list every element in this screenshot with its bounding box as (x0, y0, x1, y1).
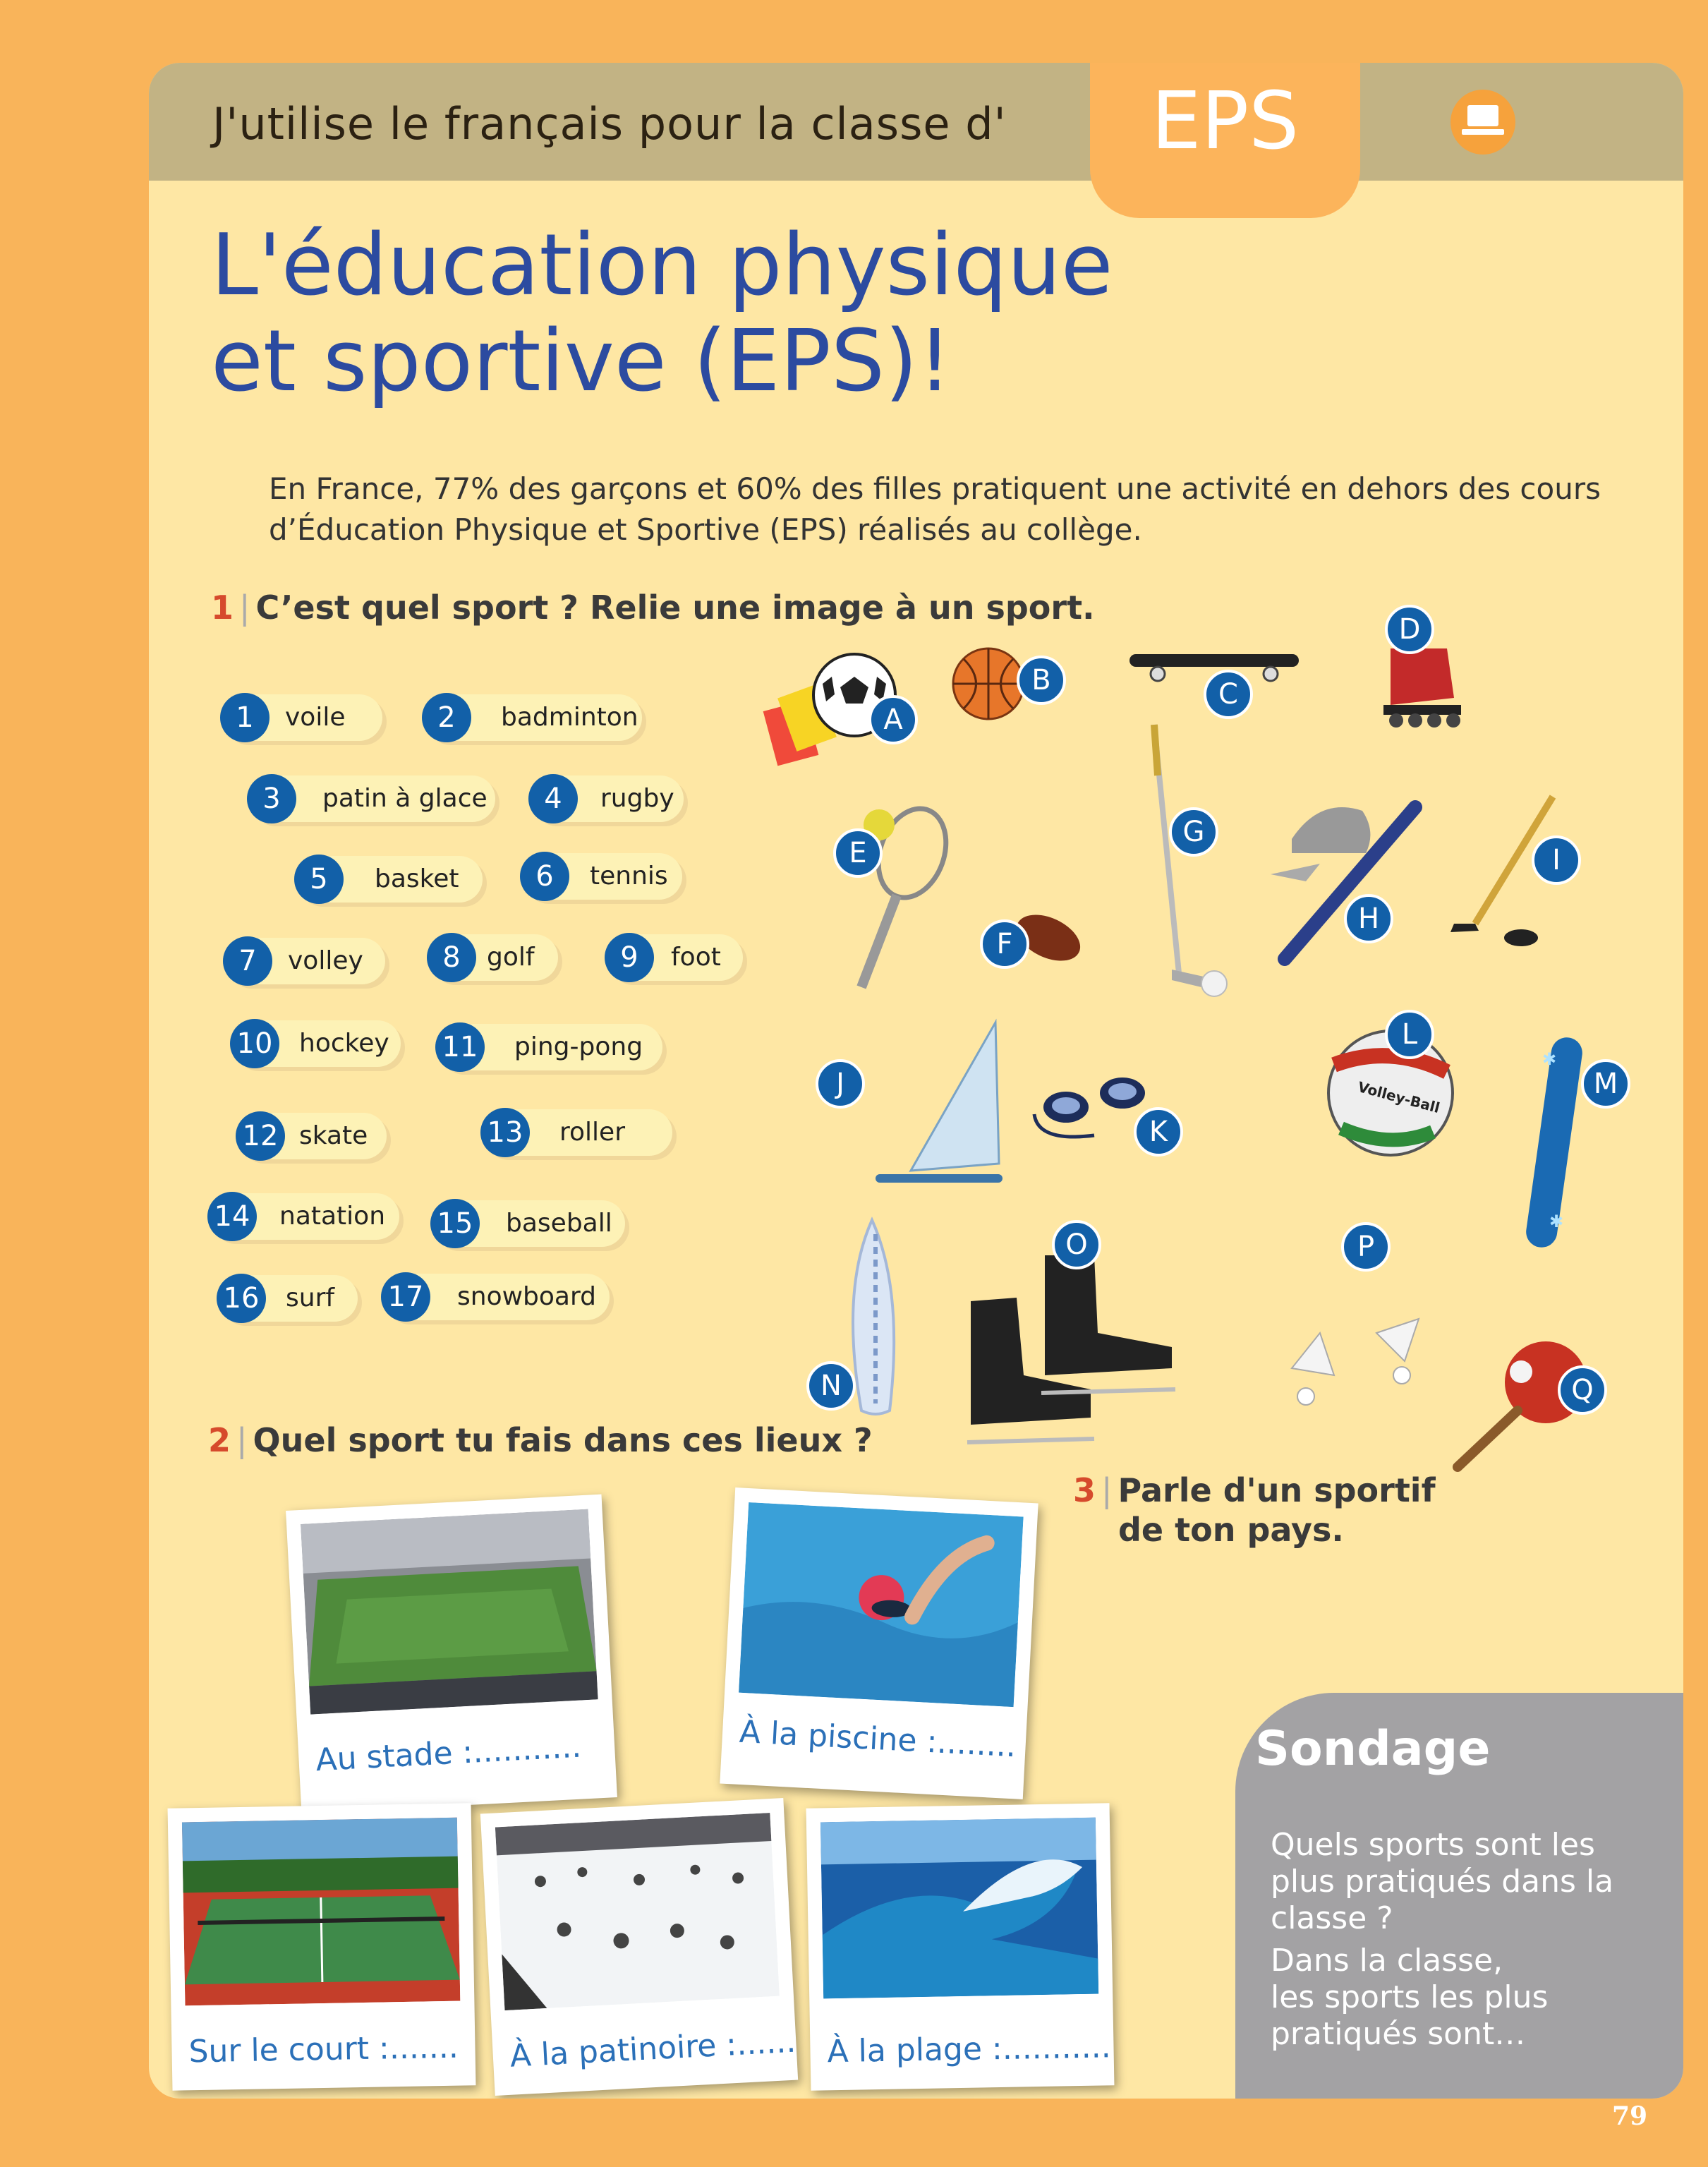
sondage-answer-3: pratiqués sont… (1271, 2016, 1526, 2052)
intro-line-2: d’Éducation Physique et Sportive (EPS) réalisés au collège. (269, 512, 1142, 547)
sport-label: tennis (590, 862, 668, 891)
place-caption: À la patinoire :...... (509, 2023, 797, 2075)
page-number: 79 (1612, 2101, 1648, 2131)
sport-number: 4 (528, 774, 578, 823)
sport-label: rugby (600, 784, 674, 813)
basketball-icon (953, 648, 1024, 719)
sport-number: 15 (430, 1199, 480, 1248)
item-letter[interactable]: M (1581, 1059, 1630, 1109)
item-letter[interactable]: A (868, 695, 918, 744)
photo-court (168, 1803, 476, 2090)
sondage-title: Sondage (1255, 1721, 1491, 1777)
question-3: 3 | Parle d'un sportif de ton pays. (1073, 1471, 1436, 1549)
sondage-answer-1: Dans la classe, (1271, 1943, 1503, 1979)
sport-label: baseball (506, 1209, 612, 1238)
intro-line-1: En France, 77% des garçons et 60% des filles pratiquent une activité en dehors des cours (269, 471, 1601, 506)
tennis-racket-icon (861, 799, 958, 987)
sport-number: 7 (223, 936, 272, 986)
sport-label: patin à glace (322, 784, 487, 813)
header-prefix: J'utilise le français pour la classe d' (212, 98, 1007, 150)
sport-number: 8 (427, 933, 476, 982)
sport-label: ping-pong (514, 1032, 643, 1061)
sport-number: 13 (480, 1108, 530, 1157)
snowboard-icon (1524, 1035, 1584, 1249)
windsurf-icon (876, 1022, 1003, 1183)
shuttlecock-icon (1292, 1319, 1419, 1405)
swimmer-image (739, 1502, 1024, 1707)
tennis-court-image (182, 1818, 460, 2006)
sport-label: skate (299, 1121, 368, 1150)
swim-goggles-icon (1034, 1078, 1145, 1137)
sport-number: 5 (294, 855, 344, 904)
sport-label: snowboard (457, 1282, 596, 1311)
sport-number: 3 (247, 774, 296, 823)
question-1-text: C’est quel sport ? Relie une image à un sport. (255, 588, 1095, 627)
item-letter[interactable]: K (1134, 1107, 1183, 1157)
item-letter[interactable]: O (1052, 1220, 1101, 1269)
place-caption: Sur le court :....... (188, 2029, 459, 2070)
golf-club-icon (1154, 725, 1227, 996)
ice-rink-image (495, 1813, 780, 2010)
item-letter[interactable]: Q (1558, 1365, 1607, 1415)
sondage-question: Quels sports sont les plus pratiqués dans la classe ? (1271, 1827, 1614, 1936)
photo-pool (720, 1487, 1038, 1799)
item-letter[interactable]: C (1204, 670, 1253, 719)
volleyball-text: Volley-Ball (1356, 1078, 1442, 1117)
place-caption: À la plage :........... (827, 2029, 1111, 2070)
subject-label: EPS (1151, 76, 1300, 167)
sport-label: surf (286, 1284, 335, 1312)
item-letter[interactable]: L (1385, 1010, 1434, 1059)
sport-number: 16 (217, 1274, 266, 1323)
item-letter[interactable]: G (1169, 807, 1218, 857)
svg-text:✱: ✱ (1542, 1049, 1557, 1069)
sport-number: 1 (220, 693, 269, 742)
sport-number: 12 (236, 1111, 285, 1161)
stadium-image (301, 1509, 598, 1715)
page-panel (149, 63, 1683, 2099)
sport-number: 9 (605, 933, 654, 982)
place-caption: À la piscine :........ (738, 1713, 1017, 1765)
question-3-line-2: de ton pays. (1118, 1511, 1344, 1549)
item-letter[interactable]: I (1532, 835, 1581, 885)
baseball-bat-icon (1271, 807, 1415, 959)
item-letter[interactable]: E (833, 828, 883, 878)
sport-label: basket (375, 864, 459, 893)
photo-beach (806, 1803, 1115, 2090)
sport-label: voile (285, 703, 346, 732)
title-line-1: L'éducation physique (211, 217, 1113, 315)
item-letter[interactable]: B (1017, 656, 1066, 705)
sport-label: foot (671, 943, 721, 972)
svg-text:✱: ✱ (1549, 1212, 1564, 1231)
sport-label: badminton (501, 703, 638, 732)
sport-number: 14 (207, 1192, 257, 1241)
sport-label: golf (487, 943, 535, 972)
place-caption: Au stade :........... (315, 1728, 583, 1779)
sport-number: 2 (422, 693, 471, 742)
item-letter[interactable]: P (1341, 1222, 1391, 1272)
question-3-number: 3 (1073, 1471, 1096, 1509)
ice-skates-icon (967, 1255, 1175, 1442)
item-letter[interactable]: N (806, 1361, 856, 1411)
sport-number: 6 (520, 852, 569, 901)
question-3-line-1: Parle d'un sportif (1118, 1471, 1436, 1509)
sondage-text (1271, 1827, 1666, 2053)
photo-stadium (286, 1495, 617, 1814)
sondage-answer-2: les sports les plus (1271, 1979, 1549, 2015)
sport-label: volley (288, 946, 363, 975)
item-letter[interactable]: H (1344, 894, 1393, 943)
item-letter[interactable]: F (980, 919, 1029, 969)
question-2-text: Quel sport tu fais dans ces lieux ? (253, 1421, 873, 1459)
question-2-number: 2 (208, 1421, 231, 1459)
item-letter[interactable]: D (1385, 605, 1434, 654)
sport-label: natation (279, 1202, 386, 1231)
sport-number: 11 (435, 1022, 485, 1072)
sport-label: roller (559, 1118, 625, 1147)
roller-skate-icon (1383, 648, 1461, 728)
question-2: 2 | Quel sport tu fais dans ces lieux ? (208, 1421, 873, 1459)
surfboard-icon (853, 1220, 894, 1414)
photo-rink (480, 1798, 798, 2096)
sport-number: 17 (381, 1272, 430, 1322)
question-1: 1 | C’est quel sport ? Relie une image à un sport. (211, 588, 1095, 627)
sport-number: 10 (230, 1019, 279, 1068)
question-1-number: 1 (211, 588, 234, 627)
title-line-2: et sportive (EPS)! (211, 313, 952, 411)
item-letter[interactable]: J (816, 1059, 865, 1109)
sport-label: hockey (299, 1029, 389, 1058)
wave-image (820, 1818, 1098, 1999)
